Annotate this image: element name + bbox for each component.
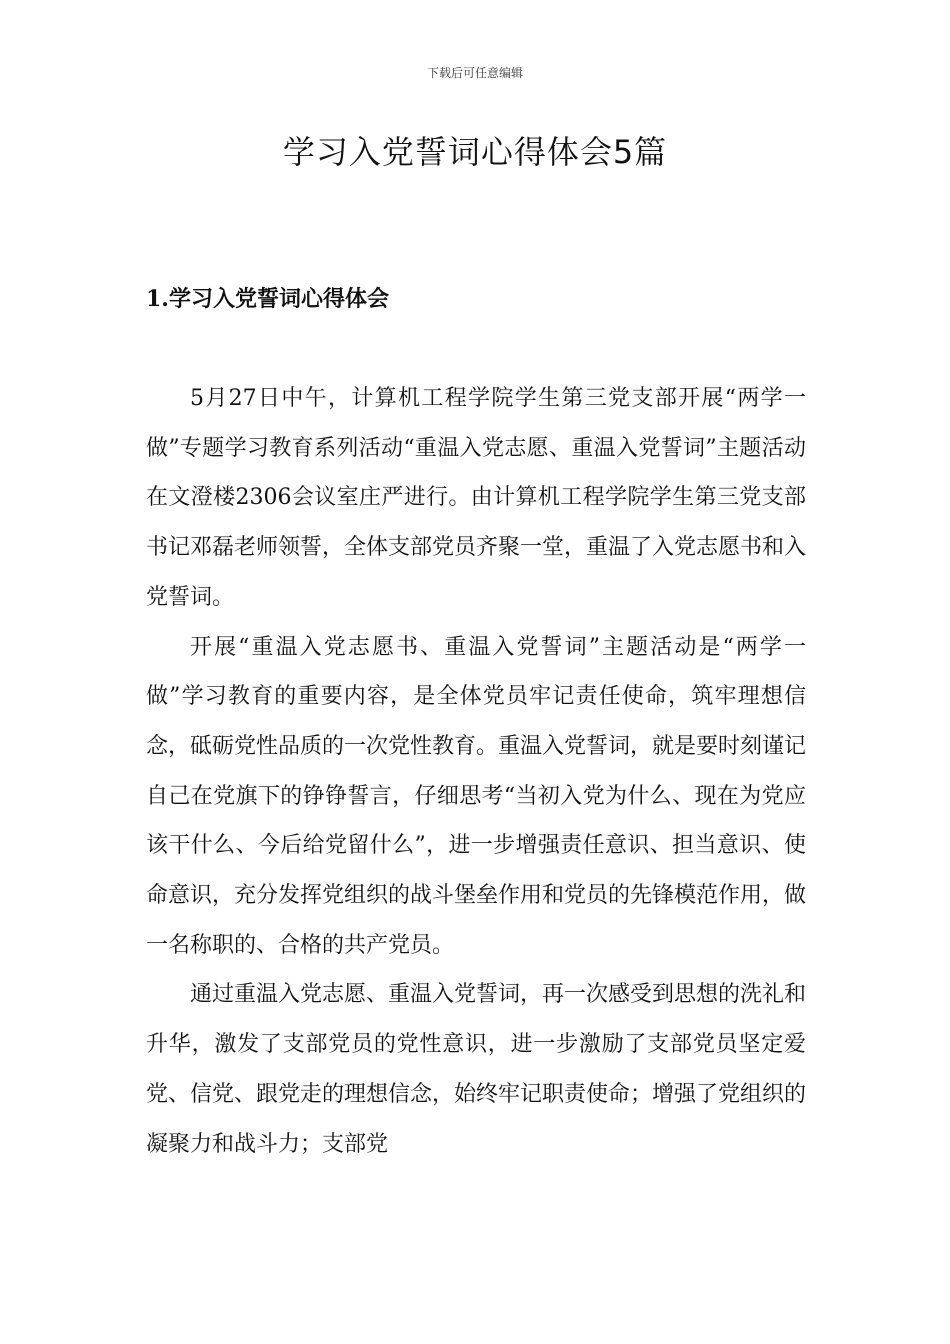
header-note: 下载后可任意编辑 [426, 66, 523, 80]
section-heading: 1.学习入党誓词心得体会 [146, 286, 389, 312]
paragraph: 开展“重温入党志愿书、重温入党誓词”主题活动是“两学一做”学习教育的重要内容，是全体党员牢记责任使命，筑牢理想信念，砥砺党性品质的一次党性教育。重温入党誓词，就是要时刻谨记自己在党旗下的铮铮誓言，仔细思考“当初入党为什么、现在为党应该干什么、今后给党留什么”，进一步增强责任意识、担当意识、使命意识，充分发挥党组织的战斗堡垒作用和党员的先锋模范作用，做一名称职的、合格的共产党员。 [146, 634, 807, 958]
paragraph: 通过重温入党志愿、重温入党誓词，再一次感受到思想的洗礼和升华，激发了支部党员的党性意识，进一步激励了支部党员坚定爱党、信党、跟党走的理想信念，始终牢记职责使命；增强了党组织的凝聚力和战斗力；支部党 [146, 982, 807, 1157]
paragraph: 5月27日中午，计算机工程学院学生第三党支部开展“两学一做”专题学习教育系列活动“重温入党志愿、重温入党誓词”主题活动在文澄楼2306会议室庄严进行。由计算机工程学院学生第三党支部书记邓磊老师领誓，全体支部党员齐聚一堂，重温了入党志愿书和入党誓词。 [146, 386, 807, 610]
body-text [146, 374, 806, 1169]
document-title: 学习入党誓词心得体会5篇 [282, 133, 668, 171]
